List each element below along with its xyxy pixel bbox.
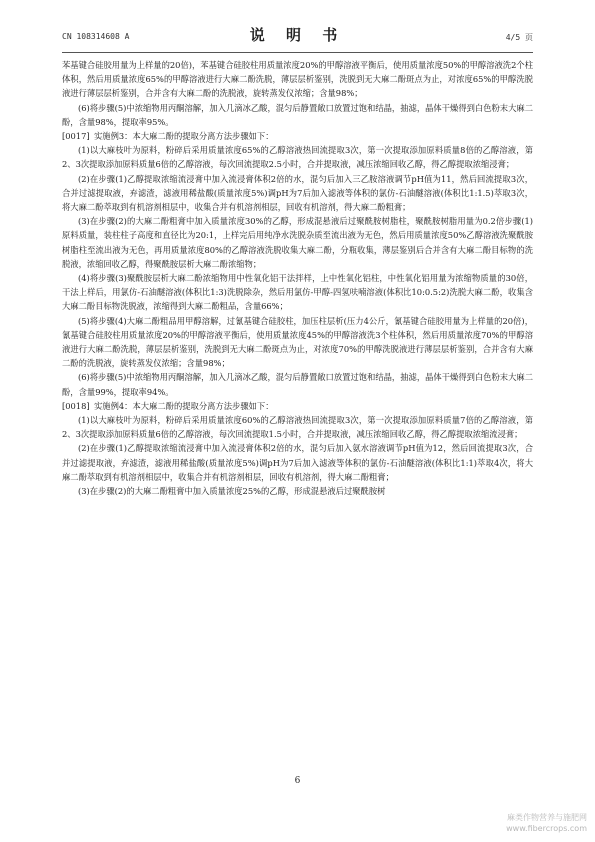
watermark-line: 麻类作物营养与施肥网 (507, 813, 587, 822)
body-paragraph: (1)以大麻枝叶为原料，粉碎后采用质量浓度60%的乙醇溶液热回流提取3次，第一次提取添加原料质量7倍的乙醇溶液，第2、3次提取添加原料质量6倍的乙醇溶液，每次回流提取1.5小时，合并提取液，减压浓缩回收乙醇，得乙醇提取浓缩流浸膏； (62, 415, 533, 440)
body-paragraph: (6)将步骤(5)中浓缩物用丙酮溶解，加入几滴冰乙酸，混匀后静置敞口放置过饱和结晶，抽滤，晶体干燥得到白色粉末大麻二酚，含量99%，提取率94%。 (62, 372, 533, 397)
page-number: 6 (294, 776, 301, 786)
body-paragraph: (2)在步骤(1)乙醇提取浓缩流浸膏中加入流浸膏体积2倍的水，混匀后加入氨水溶液调节pH值为12，然后回流提取3次，合并过滤提取液，弃滤渣，滤液用稀盐酸(质量浓度5%)调pH为7后加入滤液等体积的氯仿-石油醚溶液(体积比1:1)萃取4次，将大麻二酚萃取到有机溶剂相层中，收集合并有机溶剂相层，回收有机溶剂，得大麻二酚粗膏； (62, 443, 533, 482)
section-heading-text: 实施例3：本大麻二酚的提取分离方法步骤如下： (94, 131, 274, 142)
section-heading-text: 实施例4：本大麻二酚的提取分离方法步骤如下： (94, 400, 274, 411)
document-title: 说 明 书 (249, 26, 346, 44)
patent-number: CN 108314608 A (62, 32, 130, 41)
body-paragraph: (4)将步骤(3)聚酰胺层析大麻二酚浓缩物用中性氧化铝干法拌样，上中性氧化铝柱，中性氧化铝用量为浓缩物质量的30倍，干法上样后，用氯仿-石油醚溶液(体积比1:3)洗脱除杂，然后用氯仿-甲醇-四氢呋喃溶液(体积比10:0.5:2)洗脱大麻二酚，收集含大麻二酚目标物洗脱液，浓缩得到大麻二酚粗品，含量66%； (62, 273, 533, 312)
body-paragraph: (1)以大麻枝叶为原料，粉碎后采用质量浓度65%的乙醇溶液热回流提取3次，第一次提取添加原料质量8倍的乙醇溶液，第2、3次提取添加原料质量6倍的乙醇溶液，每次回流提取2.5小时，合并提取液，减压浓缩回收乙醇，得乙醇提取浓缩浸膏； (62, 145, 533, 170)
paragraph-number: [0017] (62, 131, 90, 142)
body-paragraph: (5)将步骤(4)大麻二酚粗品用甲醇溶解，过氰基键合硅胶柱，加压柱层析(压力4公斤，氰基键合硅胶用量为上样量的20倍)，氰基键合硅胶柱用质量浓度20%的甲醇溶液平衡后，使用质量浓度45%的甲醇溶液洗3个柱体积，然后用质量浓度70%的甲醇溶液进行大麻二酚洗脱，薄层层析鉴别，洗脱到无大麻二酚斑点为止，对浓度70%的甲醇洗脱液进行薄层层析鉴别，合并含有大麻二酚的洗脱液，旋转蒸发仪浓缩；含量98%； (62, 315, 533, 369)
body-paragraph: 苯基键合硅胶用量为上样量的20倍)，苯基键合硅胶柱用质量浓度20%的甲醇溶液平衡后，使用质量浓度50%的甲醇溶液洗2个柱体积，然后用质量浓度65%的甲醇溶液进行大麻二酚洗脱，薄层层析鉴别，洗脱到无大麻二酚斑点为止，对浓度65%的甲醇洗脱液进行薄层层析鉴别，合并含有大麻二酚的洗脱液，旋转蒸发仪浓缩；含量98%； (62, 60, 533, 99)
document-body (62, 58, 533, 498)
page-indicator: 4/5 页 (505, 33, 533, 42)
watermark (506, 812, 587, 834)
body-paragraph: (6)将步骤(5)中浓缩物用丙酮溶解，加入几滴冰乙酸，混匀后静置敞口放置过饱和结晶，抽滤，晶体干燥得到白色粉末大麻二酚，含量98%，提取率95%。 (62, 102, 533, 127)
section-heading (62, 129, 533, 143)
body-paragraph: (2)在步骤(1)乙醇提取浓缩流浸膏中加入流浸膏体积2倍的水，混匀后加入三乙胺溶液调节pH值为11，然后回流提取3次，合并过滤提取液，弃滤渣，滤液用稀盐酸(质量浓度5%)调pH为7后加入滤液等体积的氯仿-石油醚溶液(体积比1:1.5)萃取3次，将大麻二酚萃取到有机溶剂相层中，收集合并有机溶剂相层，回收有机溶剂，得大麻二酚粗膏； (62, 173, 533, 213)
paragraph-number: [0018] (62, 400, 90, 411)
page-header (62, 22, 533, 50)
body-paragraph: (3)在步骤(2)的大麻二酚粗膏中加入质量浓度30%的乙醇，形成混悬液后过聚酰胺树脂柱，聚酰胺树脂用量为0.2倍步骤(1)原料质量，装柱柱子高度和直径比为20:1，上样完后用纯净水洗脱杂质至流出液为无色，然后用质量浓度50%乙醇溶液洗聚酰胺树脂柱至流出液为无色，再用质量浓度80%的乙醇溶液洗脱收集大麻二酚，分瓶收集，薄层鉴别后合并含有大麻二酚目标物的洗脱液，浓缩回收乙醇，得聚酰胺层析大麻二酚浓缩物； (62, 216, 533, 269)
header-divider (62, 52, 533, 53)
section-heading (62, 399, 533, 413)
body-paragraph: (3)在步骤(2)的大麻二酚粗膏中加入质量浓度25%的乙醇，形成混悬液后过聚酰胺树 (78, 486, 386, 497)
watermark-url: www.fibercrops.com (506, 824, 587, 833)
